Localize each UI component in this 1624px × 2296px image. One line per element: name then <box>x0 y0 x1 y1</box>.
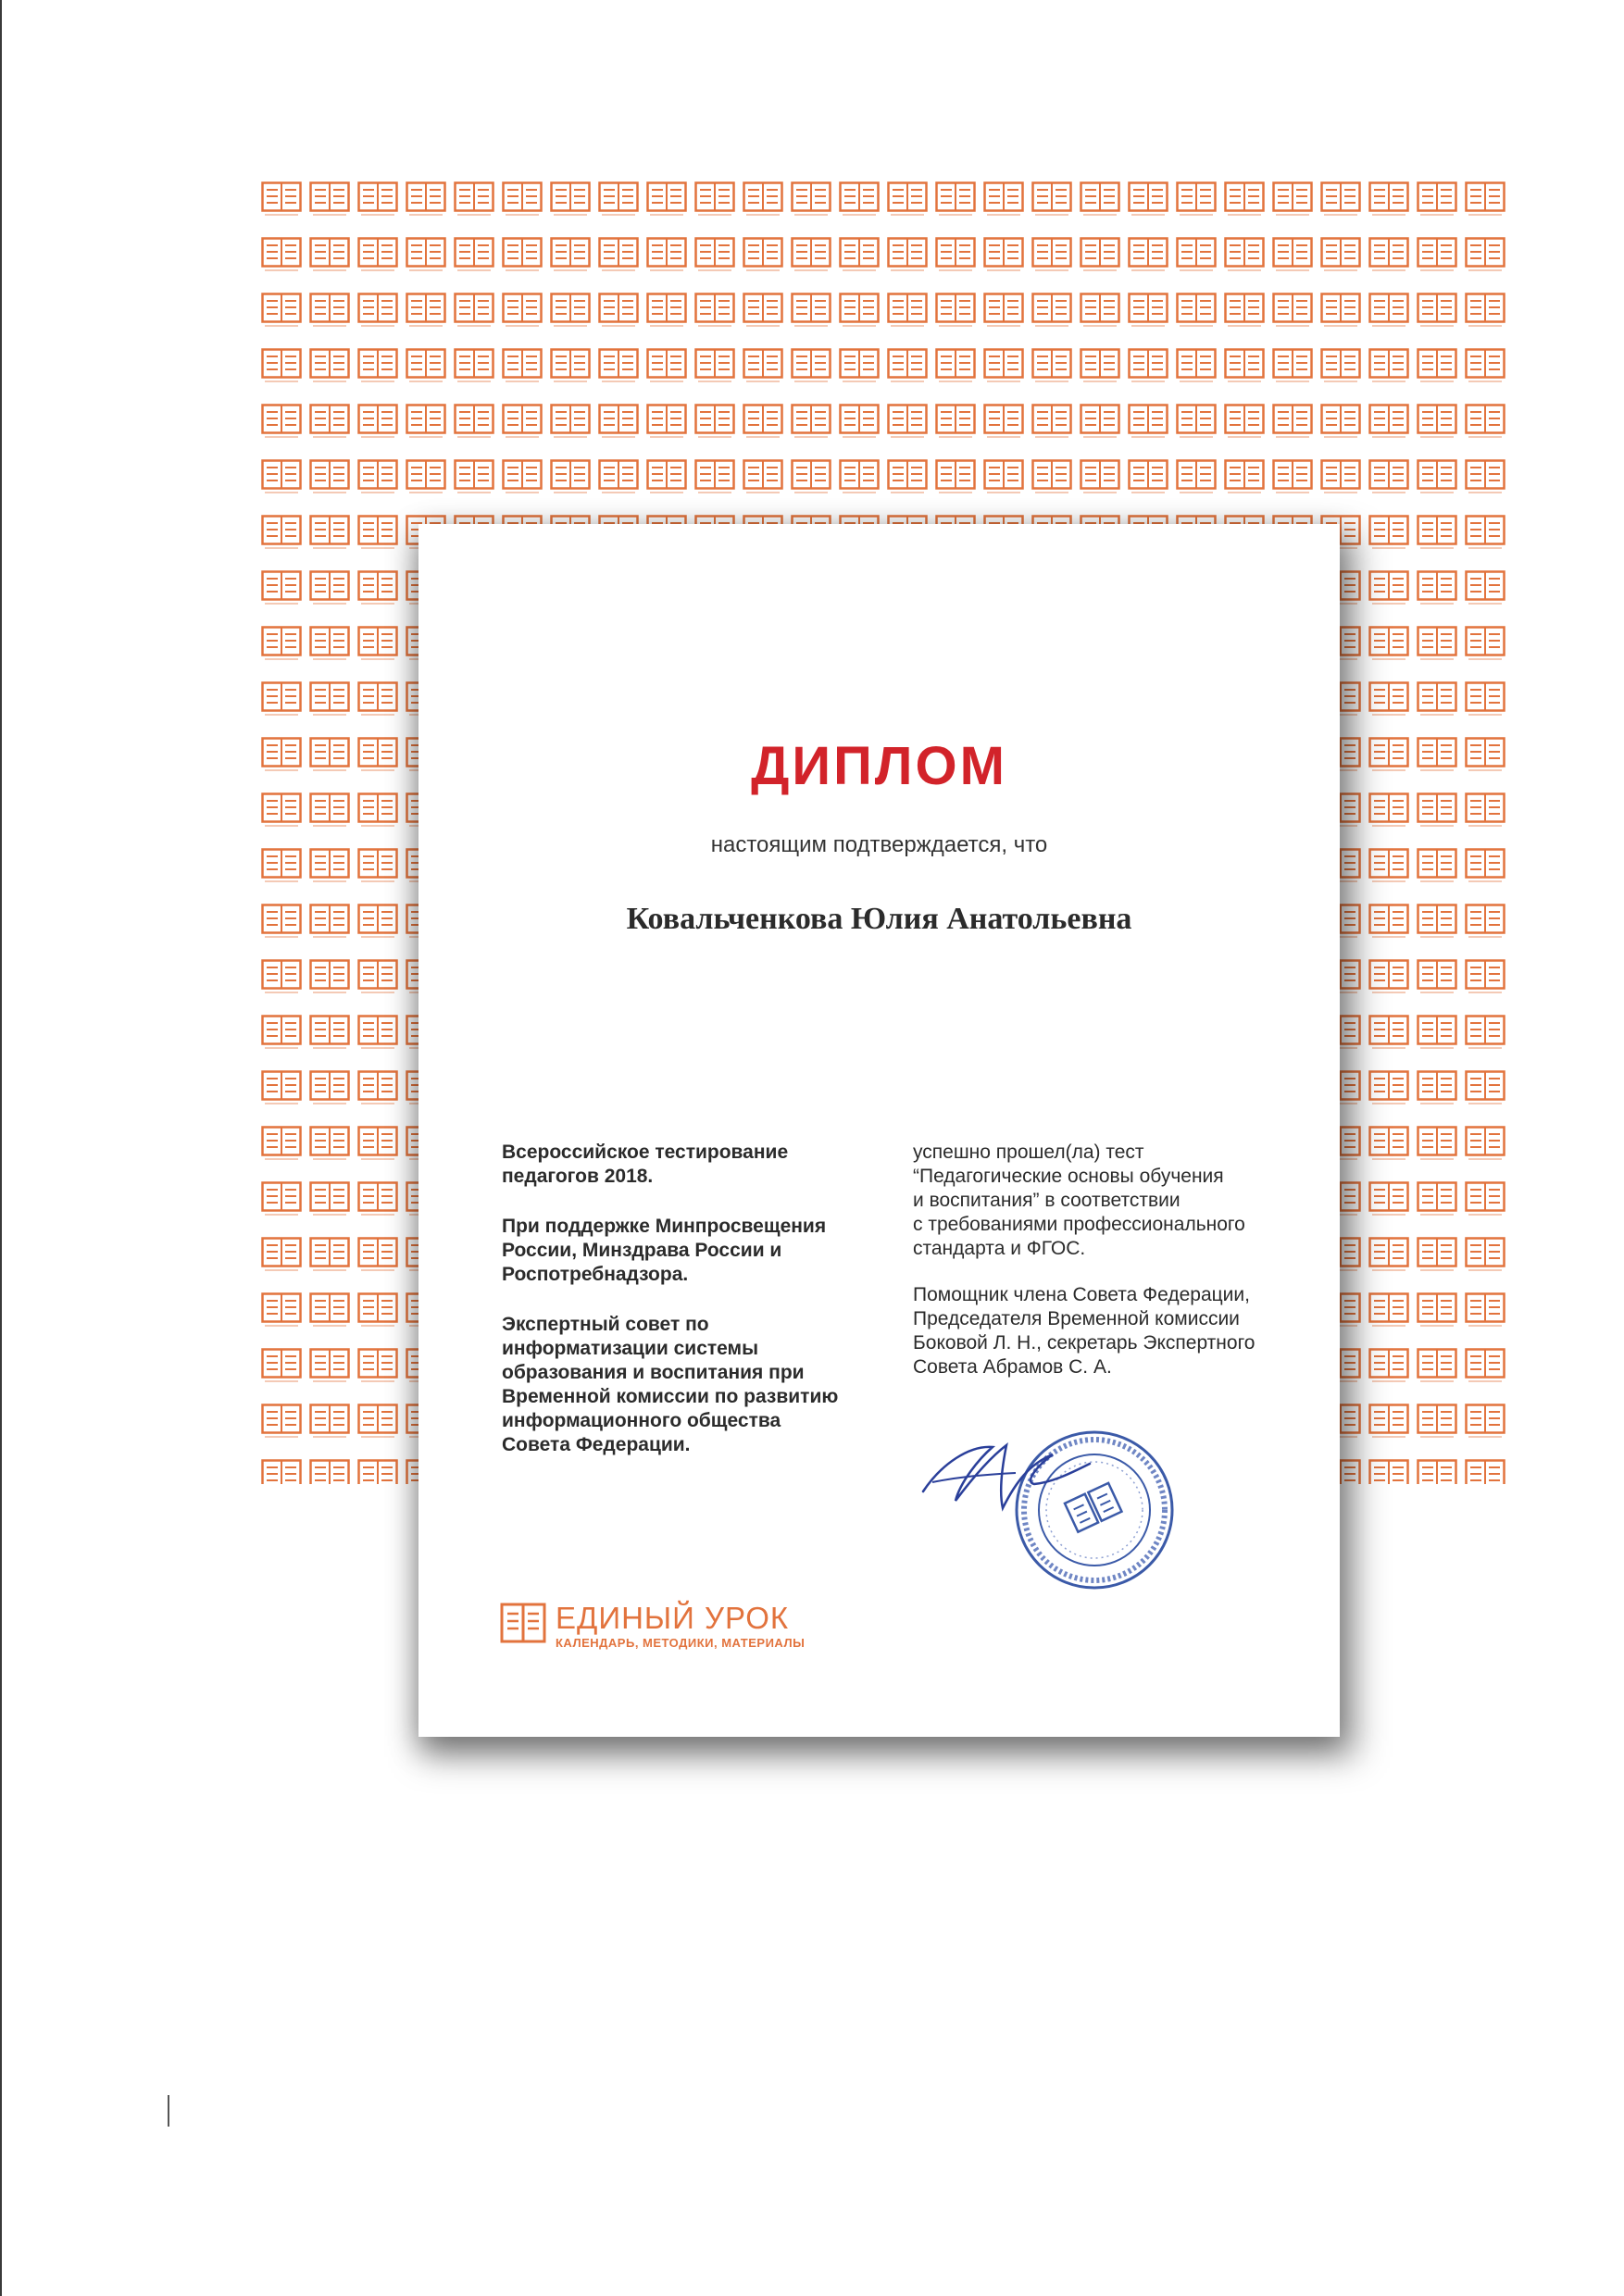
signature-icon <box>914 1427 1099 1529</box>
edinyi-urok-logo <box>500 1601 889 1656</box>
pattern-book-icon <box>306 1452 354 1484</box>
pattern-book-icon <box>498 174 546 230</box>
pattern-book-icon <box>594 396 643 452</box>
pattern-book-icon <box>1413 230 1461 285</box>
pattern-book-icon <box>1365 896 1413 952</box>
pattern-book-icon <box>402 285 450 341</box>
pattern-book-icon <box>354 452 402 507</box>
recipient-name: Ковальченкова Юлия Анатольевна <box>626 902 1132 936</box>
pattern-book-icon <box>691 452 739 507</box>
pattern-book-icon <box>1461 396 1507 452</box>
pattern-book-icon <box>1461 1007 1507 1063</box>
pattern-book-icon <box>1365 952 1413 1007</box>
pattern-book-icon <box>1365 1285 1413 1341</box>
pattern-book-icon <box>257 174 306 230</box>
pattern-book-icon <box>257 1396 306 1452</box>
pattern-book-icon <box>643 230 691 285</box>
organizers-paragraph: При поддержке Минпросвещения России, Минздрава России и Роспотребнадзора. <box>502 1216 827 1285</box>
pattern-book-icon <box>787 174 835 230</box>
pattern-book-icon <box>1124 452 1172 507</box>
pattern-book-icon <box>1076 285 1124 341</box>
pattern-book-icon <box>354 230 402 285</box>
pattern-book-icon <box>257 507 306 563</box>
pattern-book-icon <box>1413 341 1461 396</box>
pattern-book-icon <box>1317 285 1365 341</box>
pattern-book-icon <box>306 841 354 896</box>
pattern-book-icon <box>498 341 546 396</box>
pattern-book-icon <box>1076 396 1124 452</box>
pattern-book-icon <box>257 1063 306 1118</box>
logo-name: ЕДИНЫЙ УРОК <box>556 1601 790 1635</box>
pattern-book-icon <box>450 285 498 341</box>
pattern-book-icon <box>787 341 835 396</box>
pattern-book-icon <box>1461 618 1507 674</box>
pattern-book-icon <box>354 1118 402 1174</box>
pattern-book-icon <box>1317 230 1365 285</box>
pattern-book-icon <box>1413 396 1461 452</box>
pattern-book-icon <box>1317 452 1365 507</box>
pattern-book-icon <box>980 396 1028 452</box>
pattern-book-icon <box>1413 1063 1461 1118</box>
pattern-book-icon <box>1461 1341 1507 1396</box>
pattern-book-icon <box>1365 1007 1413 1063</box>
pattern-book-icon <box>739 230 787 285</box>
pattern-book-icon <box>1413 1118 1461 1174</box>
pattern-book-icon <box>643 174 691 230</box>
pattern-book-icon <box>354 1063 402 1118</box>
pattern-book-icon <box>1076 230 1124 285</box>
pattern-book-icon <box>1220 396 1268 452</box>
pattern-book-icon <box>931 230 980 285</box>
pattern-book-icon <box>835 341 883 396</box>
organizers-paragraph: Экспертный совет по информатизации системы образования и воспитания при Временной комиссии по развитию информационного общества Совета Федерации. <box>502 1314 839 1455</box>
pattern-book-icon <box>1365 1063 1413 1118</box>
pattern-book-icon <box>1461 730 1507 785</box>
pattern-book-icon <box>883 230 931 285</box>
pattern-book-icon <box>306 674 354 730</box>
pattern-book-icon <box>1317 396 1365 452</box>
pattern-book-icon <box>883 452 931 507</box>
pattern-book-icon <box>1413 896 1461 952</box>
pattern-book-icon <box>257 785 306 841</box>
pattern-book-icon <box>306 730 354 785</box>
pattern-book-icon <box>1413 730 1461 785</box>
pattern-book-icon <box>835 174 883 230</box>
result-paragraph: успешно прошел(ла) тест “Педагогические основы обучения и воспитания” в соответствии с требованиями профессионального стандарта и ФГОС. <box>913 1142 1245 1259</box>
pattern-book-icon <box>643 341 691 396</box>
organizers-paragraph: Всероссийское тестирование педагогов 2018. <box>502 1142 789 1187</box>
pattern-book-icon <box>643 452 691 507</box>
pattern-book-icon <box>1413 1285 1461 1341</box>
pattern-book-icon <box>1413 1341 1461 1396</box>
pattern-book-icon <box>691 396 739 452</box>
pattern-book-icon <box>546 452 594 507</box>
pattern-book-icon <box>1413 452 1461 507</box>
pattern-book-icon <box>1413 841 1461 896</box>
pattern-book-icon <box>546 396 594 452</box>
pattern-book-icon <box>1461 952 1507 1007</box>
pattern-book-icon <box>257 396 306 452</box>
pattern-book-icon <box>354 563 402 618</box>
pattern-book-icon <box>257 896 306 952</box>
organizers-column <box>502 1141 872 1483</box>
pattern-book-icon <box>1365 1396 1413 1452</box>
pattern-book-icon <box>306 1174 354 1229</box>
pattern-book-icon <box>354 785 402 841</box>
pattern-book-icon <box>306 1007 354 1063</box>
pattern-book-icon <box>1220 174 1268 230</box>
pattern-book-icon <box>306 174 354 230</box>
pattern-book-icon <box>1461 230 1507 285</box>
pattern-book-icon <box>691 230 739 285</box>
pattern-book-icon <box>354 674 402 730</box>
pattern-book-icon <box>402 230 450 285</box>
pattern-book-icon <box>306 1063 354 1118</box>
pattern-book-icon <box>1461 1285 1507 1341</box>
pattern-book-icon <box>1172 230 1220 285</box>
pattern-book-icon <box>1365 674 1413 730</box>
pattern-book-icon <box>306 1285 354 1341</box>
pattern-book-icon <box>835 230 883 285</box>
pattern-book-icon <box>354 952 402 1007</box>
pattern-book-icon <box>1413 507 1461 563</box>
pattern-book-icon <box>1461 896 1507 952</box>
pattern-book-icon <box>306 230 354 285</box>
pattern-book-icon <box>1365 563 1413 618</box>
pattern-book-icon <box>257 1229 306 1285</box>
pattern-book-icon <box>306 952 354 1007</box>
pattern-book-icon <box>1172 174 1220 230</box>
pattern-book-icon <box>257 341 306 396</box>
pattern-book-icon <box>1413 174 1461 230</box>
pattern-book-icon <box>883 341 931 396</box>
pattern-book-icon <box>1365 1174 1413 1229</box>
pattern-book-icon <box>1268 174 1317 230</box>
pattern-book-icon <box>257 285 306 341</box>
pattern-book-icon <box>546 230 594 285</box>
pattern-book-icon <box>1365 230 1413 285</box>
pattern-book-icon <box>257 1341 306 1396</box>
pattern-book-icon <box>498 285 546 341</box>
pattern-book-icon <box>691 285 739 341</box>
pattern-book-icon <box>1413 1452 1461 1484</box>
pattern-book-icon <box>739 285 787 341</box>
pattern-book-icon <box>594 285 643 341</box>
pattern-book-icon <box>354 507 402 563</box>
pattern-book-icon <box>354 1285 402 1341</box>
pattern-book-icon <box>306 1229 354 1285</box>
pattern-book-icon <box>835 396 883 452</box>
pattern-book-icon <box>980 341 1028 396</box>
pattern-book-icon <box>931 341 980 396</box>
pattern-book-icon <box>883 285 931 341</box>
pattern-book-icon <box>931 452 980 507</box>
pattern-book-icon <box>257 730 306 785</box>
pattern-book-icon <box>1076 341 1124 396</box>
pattern-book-icon <box>835 285 883 341</box>
pattern-book-icon <box>402 174 450 230</box>
open-book-icon <box>500 1603 546 1643</box>
pattern-book-icon <box>931 285 980 341</box>
pattern-book-icon <box>980 452 1028 507</box>
pattern-book-icon <box>354 730 402 785</box>
pattern-book-icon <box>257 563 306 618</box>
pattern-book-icon <box>1461 174 1507 230</box>
pattern-book-icon <box>1268 396 1317 452</box>
pattern-book-icon <box>1413 1174 1461 1229</box>
page-margin-mark <box>168 2095 169 2127</box>
pattern-book-icon <box>787 285 835 341</box>
pattern-book-icon <box>643 285 691 341</box>
pattern-book-icon <box>980 230 1028 285</box>
pattern-book-icon <box>1124 396 1172 452</box>
pattern-book-icon <box>1028 341 1076 396</box>
pattern-book-icon <box>1461 507 1507 563</box>
pattern-book-icon <box>787 396 835 452</box>
pattern-book-icon <box>1461 563 1507 618</box>
pattern-book-icon <box>931 396 980 452</box>
pattern-book-icon <box>354 841 402 896</box>
pattern-book-icon <box>306 341 354 396</box>
pattern-book-icon <box>1220 341 1268 396</box>
pattern-book-icon <box>1413 1229 1461 1285</box>
pattern-book-icon <box>883 396 931 452</box>
pattern-book-icon <box>1413 674 1461 730</box>
pattern-book-icon <box>739 452 787 507</box>
pattern-book-icon <box>354 174 402 230</box>
pattern-book-icon <box>546 174 594 230</box>
pattern-book-icon <box>1124 174 1172 230</box>
pattern-book-icon <box>1413 563 1461 618</box>
pattern-book-icon <box>1220 285 1268 341</box>
pattern-book-icon <box>1124 230 1172 285</box>
pattern-book-icon <box>354 1341 402 1396</box>
pattern-book-icon <box>306 452 354 507</box>
pattern-book-icon <box>257 1007 306 1063</box>
pattern-book-icon <box>1028 396 1076 452</box>
pattern-book-icon <box>354 1452 402 1484</box>
pattern-book-icon <box>1268 341 1317 396</box>
pattern-book-icon <box>450 452 498 507</box>
pattern-book-icon <box>450 174 498 230</box>
pattern-book-icon <box>1028 174 1076 230</box>
pattern-book-icon <box>594 341 643 396</box>
pattern-book-icon <box>306 285 354 341</box>
pattern-book-icon <box>257 230 306 285</box>
pattern-book-icon <box>1365 1341 1413 1396</box>
pattern-book-icon <box>691 341 739 396</box>
pattern-book-icon <box>1461 674 1507 730</box>
pattern-book-icon <box>1172 452 1220 507</box>
pattern-book-icon <box>980 174 1028 230</box>
pattern-book-icon <box>1461 841 1507 896</box>
pattern-book-icon <box>1365 174 1413 230</box>
pattern-book-icon <box>835 452 883 507</box>
pattern-book-icon <box>1413 285 1461 341</box>
pattern-book-icon <box>739 341 787 396</box>
pattern-book-icon <box>1461 1452 1507 1484</box>
pattern-book-icon <box>1220 452 1268 507</box>
pattern-book-icon <box>1461 1229 1507 1285</box>
pattern-book-icon <box>306 507 354 563</box>
diploma-card <box>418 524 1340 1737</box>
pattern-book-icon <box>498 396 546 452</box>
pattern-book-icon <box>257 1118 306 1174</box>
pattern-book-icon <box>257 618 306 674</box>
pattern-book-icon <box>1365 618 1413 674</box>
pattern-book-icon <box>498 452 546 507</box>
pattern-book-icon <box>1028 452 1076 507</box>
logo-tagline: КАЛЕНДАРЬ, МЕТОДИКИ, МАТЕРИАЛЫ <box>556 1636 806 1650</box>
pattern-book-icon <box>1413 952 1461 1007</box>
pattern-book-icon <box>1461 452 1507 507</box>
pattern-book-icon <box>498 230 546 285</box>
pattern-book-icon <box>1268 452 1317 507</box>
pattern-book-icon <box>306 1118 354 1174</box>
pattern-book-icon <box>594 452 643 507</box>
pattern-book-icon <box>1365 396 1413 452</box>
pattern-book-icon <box>1413 1007 1461 1063</box>
pattern-book-icon <box>1365 1452 1413 1484</box>
pattern-book-icon <box>1365 341 1413 396</box>
pattern-book-icon <box>257 952 306 1007</box>
pattern-book-icon <box>450 341 498 396</box>
pattern-book-icon <box>402 452 450 507</box>
pattern-book-icon <box>450 396 498 452</box>
pattern-book-icon <box>306 396 354 452</box>
pattern-book-icon <box>1461 341 1507 396</box>
pattern-book-icon <box>546 285 594 341</box>
diploma-title: ДИПЛОМ <box>751 736 1007 796</box>
pattern-book-icon <box>787 452 835 507</box>
pattern-book-icon <box>594 230 643 285</box>
pattern-book-icon <box>306 618 354 674</box>
result-column <box>913 1141 1302 1402</box>
pattern-book-icon <box>1076 452 1124 507</box>
pattern-book-icon <box>1413 1396 1461 1452</box>
pattern-book-icon <box>1365 1118 1413 1174</box>
pattern-book-icon <box>1028 285 1076 341</box>
pattern-book-icon <box>354 1174 402 1229</box>
pattern-book-icon <box>1172 341 1220 396</box>
pattern-book-icon <box>450 230 498 285</box>
pattern-book-icon <box>1172 396 1220 452</box>
pattern-book-icon <box>354 1396 402 1452</box>
pattern-book-icon <box>257 1174 306 1229</box>
pattern-book-icon <box>1124 285 1172 341</box>
pattern-book-icon <box>257 1285 306 1341</box>
pattern-book-icon <box>257 674 306 730</box>
pattern-book-icon <box>1365 841 1413 896</box>
pattern-book-icon <box>739 174 787 230</box>
pattern-book-icon <box>1461 1063 1507 1118</box>
pattern-book-icon <box>354 1007 402 1063</box>
pattern-book-icon <box>354 396 402 452</box>
pattern-book-icon <box>1365 285 1413 341</box>
pattern-book-icon <box>594 174 643 230</box>
pattern-book-icon <box>306 1396 354 1452</box>
diploma-subtitle: настоящим подтверждается, что <box>710 832 1048 857</box>
pattern-book-icon <box>354 341 402 396</box>
pattern-book-icon <box>980 285 1028 341</box>
pattern-book-icon <box>257 841 306 896</box>
pattern-book-icon <box>306 785 354 841</box>
pattern-book-icon <box>931 174 980 230</box>
pattern-book-icon <box>1124 341 1172 396</box>
pattern-book-icon <box>1413 785 1461 841</box>
page-left-border <box>0 0 2 2296</box>
pattern-book-icon <box>1365 1229 1413 1285</box>
pattern-book-icon <box>1076 174 1124 230</box>
pattern-book-icon <box>643 396 691 452</box>
pattern-book-icon <box>354 285 402 341</box>
pattern-book-icon <box>402 341 450 396</box>
pattern-book-icon <box>306 563 354 618</box>
pattern-book-icon <box>546 341 594 396</box>
pattern-book-icon <box>1268 285 1317 341</box>
pattern-book-icon <box>883 174 931 230</box>
pattern-book-icon <box>1172 285 1220 341</box>
pattern-book-icon <box>739 396 787 452</box>
pattern-book-icon <box>1461 1118 1507 1174</box>
pattern-book-icon <box>1220 230 1268 285</box>
pattern-book-icon <box>257 452 306 507</box>
pattern-book-icon <box>1317 174 1365 230</box>
pattern-book-icon <box>1317 341 1365 396</box>
pattern-book-icon <box>787 230 835 285</box>
pattern-book-icon <box>1268 230 1317 285</box>
pattern-book-icon <box>402 396 450 452</box>
signatory-paragraph: Помощник члена Совета Федерации, Председателя Временной комиссии Боковой Л. Н., секретарь Экспертного Совета Абрамов С. А. <box>913 1284 1255 1378</box>
pattern-book-icon <box>1461 1396 1507 1452</box>
pattern-book-icon <box>1028 230 1076 285</box>
pattern-book-icon <box>354 618 402 674</box>
pattern-book-icon <box>306 1341 354 1396</box>
pattern-book-icon <box>1461 1174 1507 1229</box>
pattern-book-icon <box>1461 785 1507 841</box>
pattern-book-icon <box>1365 452 1413 507</box>
pattern-book-icon <box>1365 730 1413 785</box>
pattern-book-icon <box>306 896 354 952</box>
pattern-book-icon <box>1365 507 1413 563</box>
pattern-book-icon <box>1461 285 1507 341</box>
pattern-book-icon <box>354 1229 402 1285</box>
pattern-book-icon <box>691 174 739 230</box>
pattern-book-icon <box>257 1452 306 1484</box>
pattern-book-icon <box>354 896 402 952</box>
pattern-book-icon <box>1365 785 1413 841</box>
pattern-book-icon <box>1413 618 1461 674</box>
